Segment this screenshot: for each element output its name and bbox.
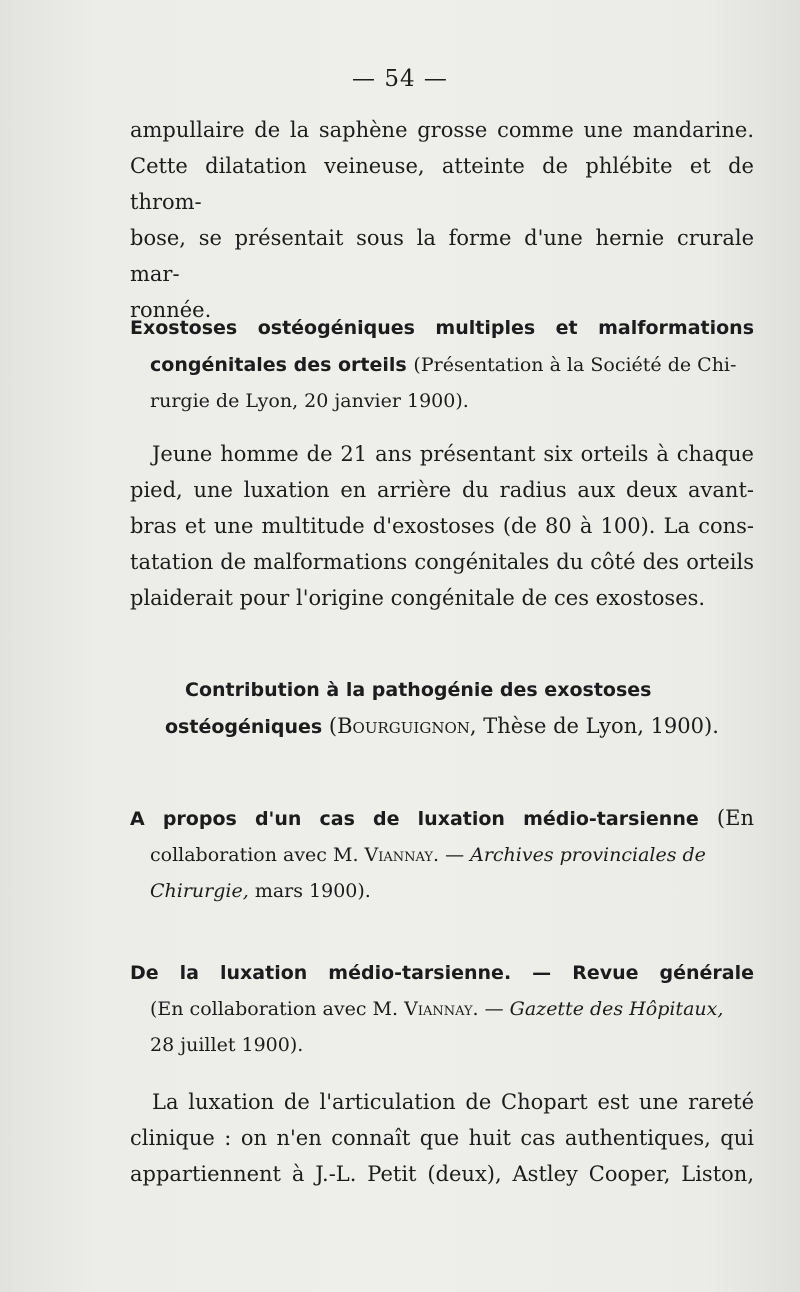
entry-citation: (Présentation à la Société de Chi-	[413, 354, 737, 376]
text-line: bose, se présentait sous la forme d'une hernie crurale mar-	[130, 226, 754, 286]
text-line: Cette dilatation veineuse, atteinte de phlébite et de throm-	[130, 154, 754, 214]
text-line: appartiennent à J.-L. Petit (deux), Astley Cooper, Liston,	[130, 1162, 754, 1186]
citation-date: mars 1900).	[248, 880, 371, 902]
entry-title-bold: ostéogéniques	[165, 716, 323, 738]
paragraph-chopart	[130, 1084, 754, 1192]
entry-title-bold: A propos d'un cas de luxation médio-tarsienne	[130, 808, 699, 830]
citation-text: collaboration avec M.	[150, 844, 365, 866]
text-line: La luxation de l'articulation de Chopart est une rareté	[152, 1090, 754, 1114]
entry-title-bold: congénitales des orteils	[150, 354, 407, 376]
bibliography-entry-luxation-cas	[130, 800, 754, 909]
citation-separator: . —	[432, 844, 471, 866]
journal-name: Chirurgie,	[150, 880, 249, 902]
entry-title-line	[165, 708, 719, 745]
entry-citation: , Thèse de Lyon, 1900).	[469, 714, 719, 738]
text-line: clinique : on n'en connaît que huit cas authentiques, qui	[130, 1126, 754, 1150]
paragraph-continuation	[130, 112, 754, 328]
bibliography-entry-pathogenie	[165, 672, 719, 745]
entry-title-bold: De la luxation médio-tarsienne.	[130, 962, 512, 984]
author-name: Viannay	[364, 844, 433, 866]
paragraph-description	[130, 436, 754, 616]
entry-title-line	[130, 346, 754, 383]
bibliography-entry-luxation-revue	[130, 954, 754, 1063]
author-name: Bourguignon	[337, 714, 470, 738]
entry-citation-line: 28 juillet 1900).	[150, 1034, 304, 1056]
entry-title-line: Exostoses ostéogéniques multiples et malformations	[130, 317, 754, 339]
text-line: Jeune homme de 21 ans présentant six orteils à chaque	[152, 442, 754, 466]
entry-title-line	[130, 954, 754, 991]
title-dash: —	[511, 962, 573, 984]
entry-citation-line: rurgie de Lyon, 20 janvier 1900).	[150, 390, 469, 412]
entry-title-line	[130, 800, 754, 837]
text-line: tatation de malformations congénitales du côté des orteils	[130, 550, 754, 574]
text-line: pied, une luxation en arrière du radius aux deux avant-	[130, 478, 754, 502]
bibliography-entry-exostoses-multiples	[130, 310, 754, 419]
entry-citation-open: (	[328, 714, 338, 738]
entry-citation: (En	[716, 806, 754, 830]
entry-title-bold: Revue générale	[572, 962, 754, 984]
journal-name: Gazette des Hôpitaux,	[509, 998, 724, 1020]
text-line: plaiderait pour l'origine congénitale de ces exostoses.	[130, 586, 706, 610]
entry-title-line: Contribution à la pathogénie des exostoses	[185, 679, 652, 701]
text-line: ronnée.	[130, 298, 212, 322]
entry-citation-line	[130, 837, 754, 873]
entry-citation-line	[130, 873, 754, 909]
journal-name: Archives provinciales de	[470, 844, 706, 866]
entry-citation-line	[130, 991, 754, 1027]
citation-text: (En collaboration avec M.	[150, 998, 405, 1020]
citation-separator: . —	[472, 998, 510, 1020]
text-line: ampullaire de la saphène grosse comme une mandarine.	[130, 118, 754, 142]
text-line: bras et une multitude d'exostoses (de 80 à 100). La cons-	[130, 514, 754, 538]
author-name: Viannay	[404, 998, 473, 1020]
page-number: — 54 —	[352, 66, 448, 92]
